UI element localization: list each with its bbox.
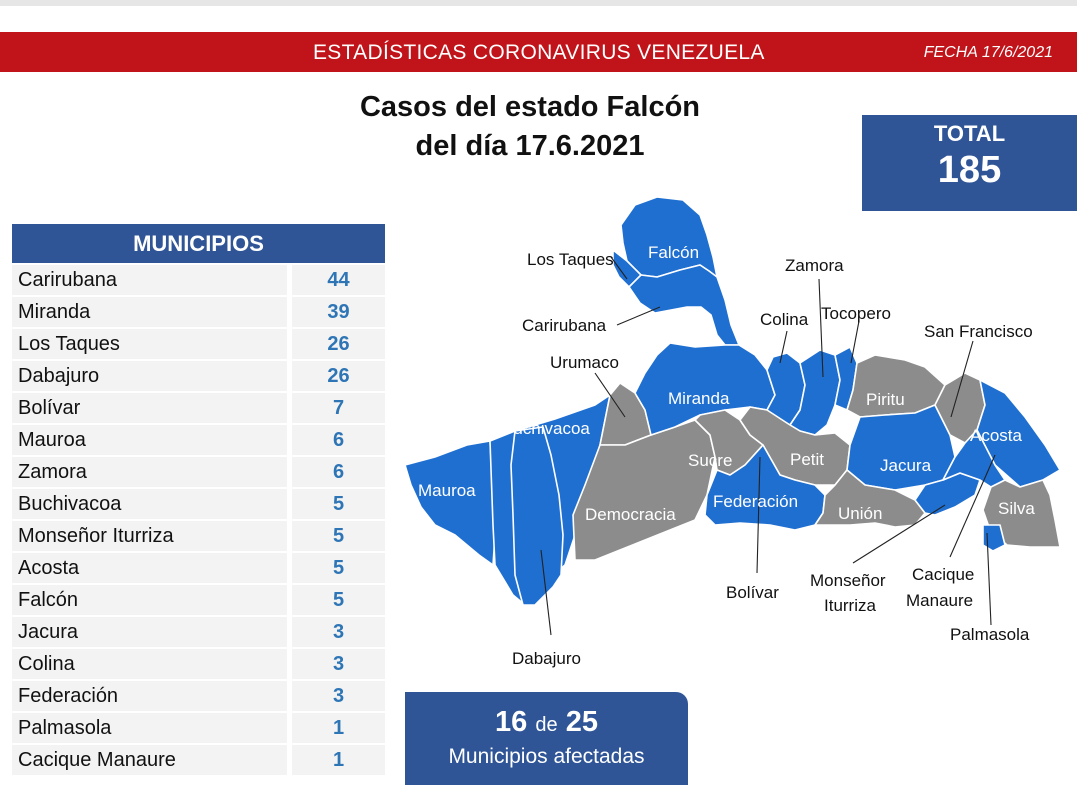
table-row (12, 329, 385, 359)
map-label-falcon: Falcón (648, 243, 700, 262)
row-name: Dabajuro (12, 361, 292, 391)
row-value: 1 (292, 745, 385, 775)
affected-of: de (535, 714, 558, 736)
map-label-democracia: Democracia (585, 505, 676, 524)
table-row (12, 553, 385, 583)
region-falcon (621, 197, 717, 277)
affected-summary-box (405, 692, 688, 785)
row-name: Buchivacoa (12, 489, 292, 519)
table-row (12, 585, 385, 615)
table-row (12, 457, 385, 487)
affected-total: 25 (565, 706, 598, 738)
map-label-san-francisco: San Francisco (924, 322, 1033, 341)
map-label-colina: Colina (760, 310, 809, 329)
map-label-acosta: Acosta (970, 426, 1022, 445)
map-label-silva: Silva (998, 499, 1035, 518)
map-label-dabajuro: Dabajuro (512, 649, 581, 668)
row-name: Carirubana (12, 265, 292, 295)
table-row (12, 361, 385, 391)
map-label-monsenor-line2: Iturriza (824, 596, 876, 615)
row-name: Jacura (12, 617, 292, 647)
affected-count-line (405, 706, 688, 739)
municipios-table (12, 222, 385, 777)
row-value: 5 (292, 521, 385, 551)
row-value: 44 (292, 265, 385, 295)
row-value: 3 (292, 649, 385, 679)
map-label-buchivacoa: Buchivacoa (502, 419, 590, 438)
map-label-carirubana: Carirubana (522, 316, 607, 335)
leader-carirubana (617, 307, 660, 325)
map-label-tocopero: Tocopero (821, 304, 891, 323)
map-label-palmasola: Palmasola (950, 625, 1030, 644)
map-label-miranda: Miranda (668, 389, 730, 408)
row-value: 5 (292, 553, 385, 583)
table-row (12, 681, 385, 711)
map-label-piritu: Piritu (866, 390, 905, 409)
affected-label: Municipios afectadas (448, 745, 645, 768)
map-label-jacura: Jacura (880, 456, 932, 475)
table-row (12, 745, 385, 775)
row-value: 3 (292, 617, 385, 647)
page-title-line1: Casos del estado Falcón (359, 91, 701, 123)
table-row (12, 425, 385, 455)
affected-count: 16 (495, 706, 528, 738)
header-date: FECHA 17/6/2021 (923, 44, 1053, 61)
table-row (12, 617, 385, 647)
top-divider (0, 0, 1077, 6)
table-header: MUNICIPIOS (12, 224, 385, 263)
region-jacura (847, 405, 955, 490)
map-label-urumaco: Urumaco (550, 353, 619, 372)
table-row (12, 393, 385, 423)
map-label-cacique-line2: Manaure (906, 591, 974, 610)
row-value: 6 (292, 425, 385, 455)
row-value: 5 (292, 489, 385, 519)
table-row (12, 713, 385, 743)
region-mauroa (405, 441, 495, 565)
row-name: Colina (12, 649, 292, 679)
row-value: 5 (292, 585, 385, 615)
page-title-line2: del día 17.6.2021 (415, 130, 645, 162)
map-label-bolivar: Bolívar (726, 583, 779, 602)
row-name: Los Taques (12, 329, 292, 359)
header-banner (0, 32, 1077, 72)
table-row (12, 521, 385, 551)
row-name: Bolívar (12, 393, 292, 423)
row-name: Falcón (12, 585, 292, 615)
row-name: Monseñor Iturriza (12, 521, 292, 551)
total-label: TOTAL (933, 121, 1006, 146)
row-name: Palmasola (12, 713, 292, 743)
row-value: 6 (292, 457, 385, 487)
map-label-sucre: Sucre (688, 451, 733, 470)
table-row (12, 489, 385, 519)
map-label-cacique-line1: Cacique (912, 565, 975, 584)
table-row (12, 649, 385, 679)
row-value: 26 (292, 361, 385, 391)
header-title: ESTADÍSTICAS CORONAVIRUS VENEZUELA (313, 41, 765, 64)
map-label-zamora: Zamora (785, 256, 844, 275)
map-label-petit: Petit (790, 450, 825, 469)
table-row (12, 297, 385, 327)
table-row (12, 265, 385, 295)
map-label-federacion: Federación (713, 492, 799, 511)
map-label-mauroa: Mauroa (418, 481, 476, 500)
row-value: 7 (292, 393, 385, 423)
row-name: Miranda (12, 297, 292, 327)
region-carirubana (629, 265, 739, 345)
total-value: 185 (937, 149, 1002, 191)
region-palmasola (983, 525, 1005, 551)
row-value: 26 (292, 329, 385, 359)
row-value: 39 (292, 297, 385, 327)
row-name: Acosta (12, 553, 292, 583)
row-value: 3 (292, 681, 385, 711)
row-name: Mauroa (12, 425, 292, 455)
row-value: 1 (292, 713, 385, 743)
row-name: Cacique Manaure (12, 745, 292, 775)
page-title (290, 88, 770, 166)
row-name: Federación (12, 681, 292, 711)
row-name: Zamora (12, 457, 292, 487)
map-label-union: Unión (838, 504, 883, 523)
map-label-los-taques: Los Taques (527, 250, 614, 269)
map-label-monsenor-line1: Monseñor (810, 571, 886, 590)
